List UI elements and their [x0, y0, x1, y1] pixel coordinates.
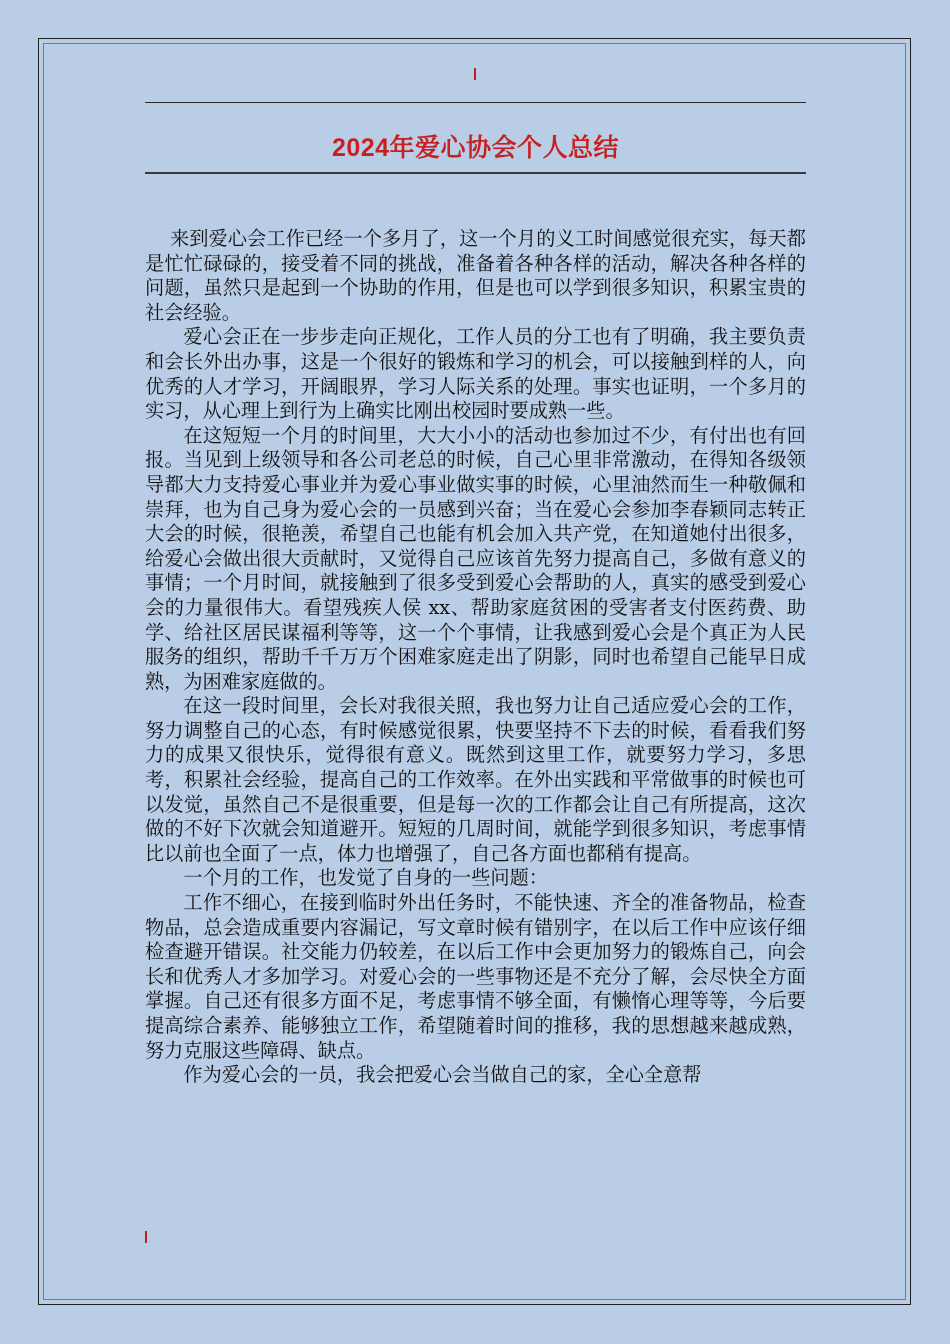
document-title: 2024年爱心协会个人总结	[331, 134, 620, 162]
document-body	[145, 227, 806, 1088]
paragraph-6: 工作不细心，在接到临时外出任务时，不能快速、齐全的准备物品，检查物品，总会造成重要内容漏记，写文章时候有错别字，在以后工作中应该仔细检查避开错误。社交能力仍较差，在以后工作中会更加努力的锻炼自己，向会长和优秀人才多加学习。对爱心会的一些事物还是不充分了解，会尽快全方面掌握。自己还有很多方面不足，考虑事情不够全面，有懒惰心理等等，今后要提高综合素养、能够独立工作，希望随着时间的推移，我的思想越来越成熟，努力克服这些障碍、缺点。	[145, 891, 806, 1062]
footer-cursor-mark	[145, 1231, 147, 1243]
paragraph-4: 在这一段时间里，会长对我很关照，我也努力让自己适应爱心会的工作，努力调整自己的心态，有时候感觉很累，快要坚持不下去的时候，看看我们努力的成果又很快乐，觉得很有意义。既然到这里工作，就要努力学习，多思考，积累社会经验，提高自己的工作效率。在外出实践和平常做事的时候也可以发觉，虽然自己不是很重要，但是每一次的工作都会让自己有所提高，这次做的不好下次就会知道避开。短短的几周时间，就能学到很多知识，考虑事情比以前也全面了一点，体力也增强了，自己各方面也都稍有提高。	[145, 694, 806, 865]
header-cursor-mark	[474, 68, 476, 80]
paragraph-7: 作为爱心会的一员，我会把爱心会当做自己的家，全心全意帮	[183, 1063, 702, 1087]
paragraph-2: 爱心会正在一步步走向正规化，工作人员的分工也有了明确，我主要负责和会长外出办事，这是一个很好的锻炼和学习的机会，可以接触到样的人，向优秀的人才学习，开阔眼界，学习人际关系的处理。事实也证明，一个多月的实习，从心理上到行为上确实比刚出校园时要成熟一些。	[145, 325, 806, 423]
title-divider	[145, 172, 806, 174]
header-divider	[145, 102, 806, 103]
paragraph-3: 在这短短一个月的时间里，大大小小的活动也参加过不少，有付出也有回报。当见到上级领导和各公司老总的时候，自己心里非常激动，在得知各级领导都大力支持爱心事业并为爱心事业做实事的时候，心里油然而生一种敬佩和崇拜，也为自己身为爱心会的一员感到兴奋；当在爱心会参加李春颖同志转正大会的时候，很艳羡，希望自己也能有机会加入共产党，在知道她付出很多，给爱心会做出很大贡献时，又觉得自己应该首先努力提高自己，多做有意义的事情；一个月时间，就接触到了很多受到爱心会帮助的人，真实的感受到爱心会的力量很伟大。看望残疾人侯 xx、帮助家庭贫困的受害者支付医药费、助学、给社区居民谋福利等等，这一个个事情，让我感到爱心会是个真正为人民服务的组织，帮助千千万万个困难家庭走出了阴影，同时也希望自己能早日成熟，为困难家庭做的。	[145, 423, 806, 693]
paragraph-1: 来到爱心会工作已经一个多月了，这一个月的义工时间感觉很充实，每天都是忙忙碌碌的，接受着不同的挑战，准备着各种各样的活动，解决各种各样的问题，虽然只是起到一个协助的作用，但是也可以学到很多知识，积累宝贵的社会经验。	[145, 227, 806, 324]
paragraph-5: 一个月的工作，也发觉了自身的一些问题：	[183, 866, 548, 890]
